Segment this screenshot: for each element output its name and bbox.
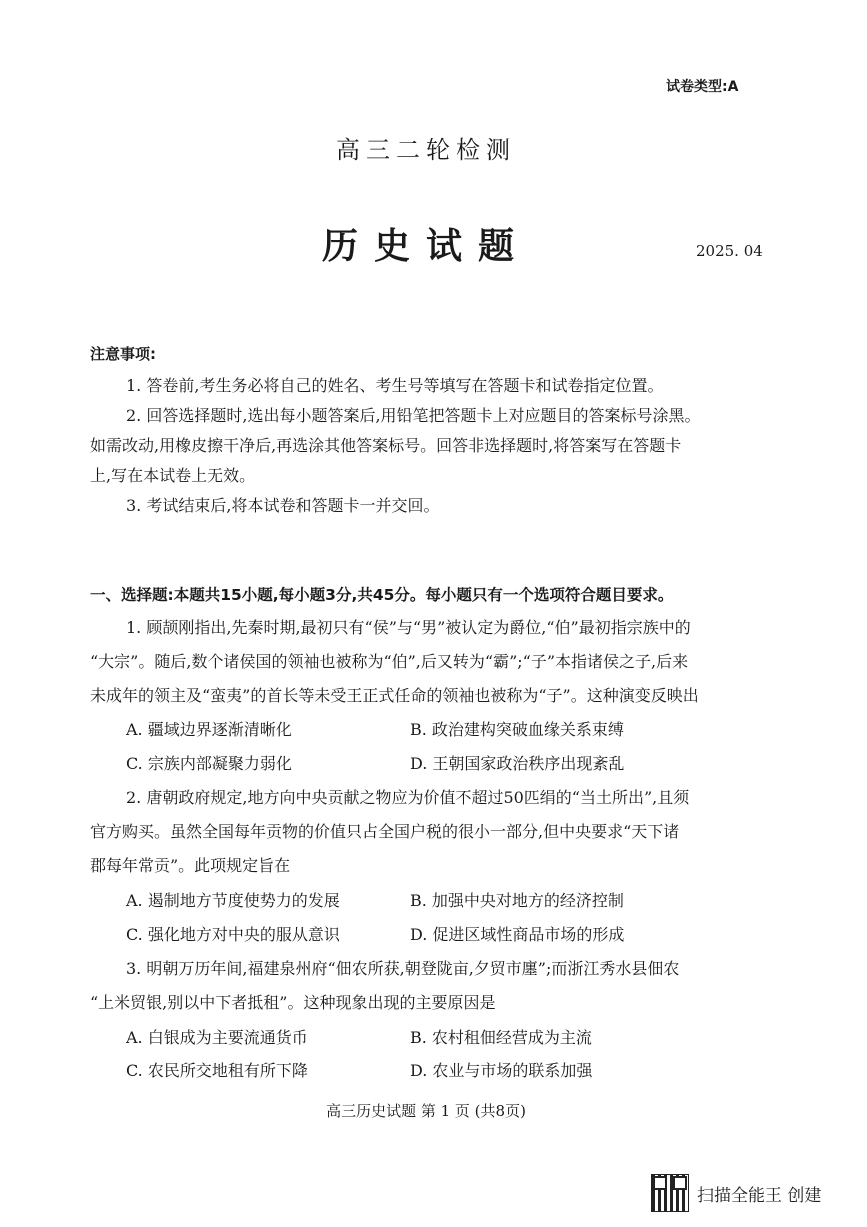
q1-option-b: B. 政治建构突破血缘关系束缚 [410,720,624,739]
exam-subtitle: 高三二轮检测 [336,136,516,164]
q1-line-1: 1. 顾颉刚指出,先秦时期,最初只有“侯”与“男”被认定为爵位,“伯”最初指宗族中的 [126,618,691,637]
q1-line-3: 未成年的领主及“蛮夷”的首长等未受王正式任命的领袖也被称为“子”。这种演变反映出 [90,686,699,705]
exam-date: 2025. 04 [696,242,763,260]
q1-option-c: C. 宗族内部凝聚力弱化 [126,754,292,773]
paper-type: 试卷类型:A [666,79,739,95]
q1-option-d: D. 王朝国家政治秩序出现紊乱 [410,754,625,773]
qr-code-icon [651,1174,689,1212]
q3-option-c: C. 农民所交地租有所下降 [126,1061,308,1080]
watermark-text: 扫描全能王 创建 [697,1185,822,1206]
scanner-watermark [651,1174,821,1212]
notes-heading: 注意事项: [90,345,156,363]
q2-option-c: C. 强化地方对中央的服从意识 [126,925,340,944]
q2-option-b: B. 加强中央对地方的经济控制 [410,891,624,910]
notes-item-3: 3. 考试结束后,将本试卷和答题卡一并交回。 [126,496,440,515]
q3-line-2: “上米贸银,别以中下者抵租”。这种现象出现的主要原因是 [90,993,496,1012]
notes-item-2-line-2: 如需改动,用橡皮擦干净后,再选涂其他答案标号。回答非选择题时,将答案写在答题卡 [90,436,682,455]
notes-item-2-line-1: 2. 回答选择题时,选出每小题答案后,用铅笔把答题卡上对应题目的答案标号涂黑。 [126,406,701,425]
notes-item-2-line-3: 上,写在本试卷上无效。 [90,466,256,485]
q2-option-a: A. 遏制地方节度使势力的发展 [126,891,340,910]
notes-item-1: 1. 答卷前,考生务必将自己的姓名、考生号等填写在答题卡和试卷指定位置。 [126,376,664,395]
exam-title: 历史试题 [321,225,530,267]
q2-line-1: 2. 唐朝政府规定,地方向中央贡献之物应为价值不超过50匹绢的“当土所出”,且须 [126,788,690,807]
q3-option-a: A. 白银成为主要流通货币 [126,1028,308,1047]
page-footer: 高三历史试题 第 1 页 (共8页) [326,1102,526,1120]
q3-option-d: D. 农业与市场的联系加强 [410,1061,593,1080]
q3-option-b: B. 农村租佃经营成为主流 [410,1028,592,1047]
q2-line-3: 郡每年常贡”。此项规定旨在 [90,856,291,875]
q1-line-2: “大宗”。随后,数个诸侯国的领袖也被称为“伯”,后又转为“霸”;“子”本指诸侯之子,后来 [90,652,689,671]
q3-line-1: 3. 明朝万历年间,福建泉州府“佃农所获,朝登陇亩,夕贸市廛”;而浙江秀水县佃农 [126,959,680,978]
q2-option-d: D. 促进区域性商品市场的形成 [410,925,625,944]
section-heading: 一、选择题:本题共15小题,每小题3分,共45分。每小题只有一个选项符合题目要求。 [90,586,674,604]
q2-line-2: 官方购买。虽然全国每年贡物的价值只占全国户税的很小一部分,但中央要求“天下诸 [90,822,680,841]
q1-option-a: A. 疆域边界逐渐清晰化 [126,720,292,739]
